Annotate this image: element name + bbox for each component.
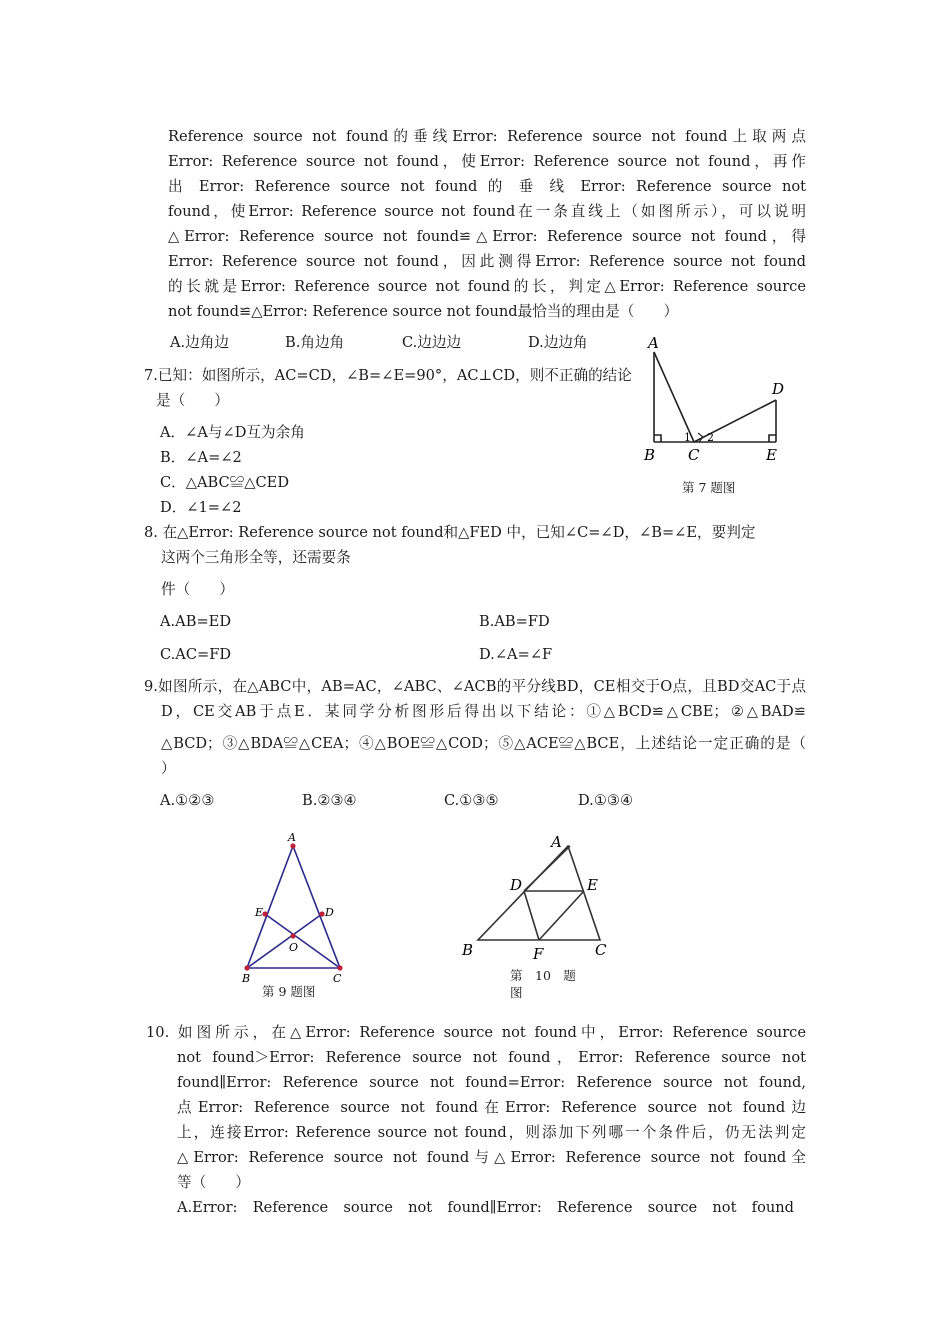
q10-figure-caption-line-2: 图 [510, 985, 523, 1000]
q9-label-d: D [325, 906, 334, 919]
q7-label-angle-2: 2 [707, 431, 714, 444]
q8-stem-line-1: 8. 在△Error: Reference source not found和△FED 中，已知∠C=∠D，∠B=∠E，要判定 [144, 524, 756, 541]
q6-line-7: 的长就是Error: Reference source not found的长，判定△Error: Reference source [168, 278, 806, 295]
q6-line-3: 出 Error: Reference source not found 的 垂 线 Error: Reference source not [168, 178, 806, 195]
q7-figure [640, 330, 800, 470]
q10-line-3: found∥Error: Reference source not found=Error: Reference source not found, [177, 1074, 806, 1091]
q7-label-b: B [644, 446, 656, 464]
q7-label-a: A [648, 334, 659, 352]
q10-figure-caption-line-1: 第 10 题 [510, 968, 576, 983]
q9-stem-line-4: ） [161, 760, 176, 777]
q10-line-2: not found＞Error: Reference source not found，Error: Reference source not [177, 1049, 806, 1066]
q7-option-d: D．∠1=∠2 [160, 499, 242, 516]
q9-label-b: B [242, 972, 251, 985]
q9-stem-line-3: △BCD；③△BDA≌△CEA；④△BOE≌△COD；⑤△ACE≌△BCE，上述结论一定正确的是（ [161, 735, 806, 752]
q8-option-c: C.AC=FD [160, 646, 232, 663]
q6-option-c: C.边边边 [402, 334, 462, 351]
q9-option-b: B.②③④ [302, 792, 357, 809]
q10-figure [455, 828, 625, 968]
q7-figure-caption: 第 7 题图 [682, 480, 736, 495]
q10-line-5: 上，连接Error: Reference source not found，则添加下列哪一个条件后，仍无法判定 [177, 1124, 806, 1141]
q7-stem-line-2: 是（ ） [156, 392, 229, 409]
q9-figure [232, 828, 362, 988]
q6-line-6: Error: Reference source not found，因此测得Error: Reference source not found [168, 253, 806, 270]
q10-label-d: D [510, 876, 523, 894]
q10-line-4: 点Error: Reference source not found在Error: Reference source not found边 [177, 1099, 806, 1116]
q7-label-c: C [688, 446, 700, 464]
q7-option-b: B．∠A=∠2 [160, 449, 242, 466]
q8-stem-line-3: 件（ ） [161, 581, 234, 598]
q8-option-d: D.∠A=∠F [479, 646, 553, 663]
q7-option-c: C．△ABC≌△CED [160, 474, 290, 491]
q9-option-a: A.①②③ [160, 792, 215, 809]
q8-option-a: A.AB=ED [160, 613, 232, 630]
q10-label-c: C [595, 941, 607, 959]
q6-line-5: △Error: Reference source not found≌△Error: Reference source not found，得 [168, 228, 806, 245]
q6-option-a: A.边角边 [170, 334, 229, 351]
q6-line-1: Reference source not found的垂线Error: Reference source not found上取两点 [168, 128, 806, 145]
q9-stem-line-1: 9.如图所示，在△ABC中，AB=AC，∠ABC、∠ACB的平分线BD，CE相交于O点，且BD交AC于点 [144, 678, 806, 695]
q10-line-7: 等（ ） [177, 1174, 250, 1191]
q10-line-6: △Error: Reference source not found与△Error: Reference source not found全 [177, 1149, 806, 1166]
q9-stem-line-2: D，CE交AB于点E．某同学分析图形后得出以下结论：①△BCD≌△CBE；②△BAD≌ [161, 703, 806, 720]
q6-option-b: B.角边角 [285, 334, 345, 351]
q7-option-a: A．∠A与∠D互为余角 [160, 424, 305, 441]
q7-stem-line-1: 7.已知：如图所示，AC=CD，∠B=∠E=90°，AC⊥CD，则不正确的结论 [144, 367, 632, 384]
q8-option-b: B.AB=FD [479, 613, 550, 630]
q7-label-d: D [772, 380, 785, 398]
q10-label-e: E [587, 876, 598, 894]
q10-line-1: 10. 如图所示，在△Error: Reference source not found中，Error: Reference source [146, 1024, 806, 1041]
q9-figure-caption: 第 9 题图 [262, 984, 316, 999]
q9-label-e: E [255, 906, 264, 919]
q10-option-a: A.Error: Reference source not found∥Error: Reference source not found [177, 1199, 794, 1216]
q9-label-o: O [289, 941, 299, 954]
q7-label-angle-1: 1 [684, 431, 691, 444]
q10-label-f: F [533, 945, 544, 963]
q6-option-d: D.边边角 [528, 334, 588, 351]
q10-label-b: B [462, 941, 474, 959]
q9-label-a: A [288, 831, 296, 844]
q9-option-c: C.①③⑤ [444, 792, 499, 809]
q6-line-4: found，使Error: Reference source not found在一条直线上（如图所示），可以说明 [168, 203, 806, 220]
q10-label-a: A [551, 833, 562, 851]
q7-label-e: E [766, 446, 777, 464]
q6-line-8: not found≌△Error: Reference source not found最恰当的理由是（ ） [168, 303, 679, 320]
q6-line-2: Error: Reference source not found，使Error: Reference source not found，再作 [168, 153, 806, 170]
q8-stem-line-2: 这两个三角形全等，还需要条 [161, 549, 351, 566]
q9-option-d: D.①③④ [578, 792, 634, 809]
q9-label-c: C [333, 972, 342, 985]
